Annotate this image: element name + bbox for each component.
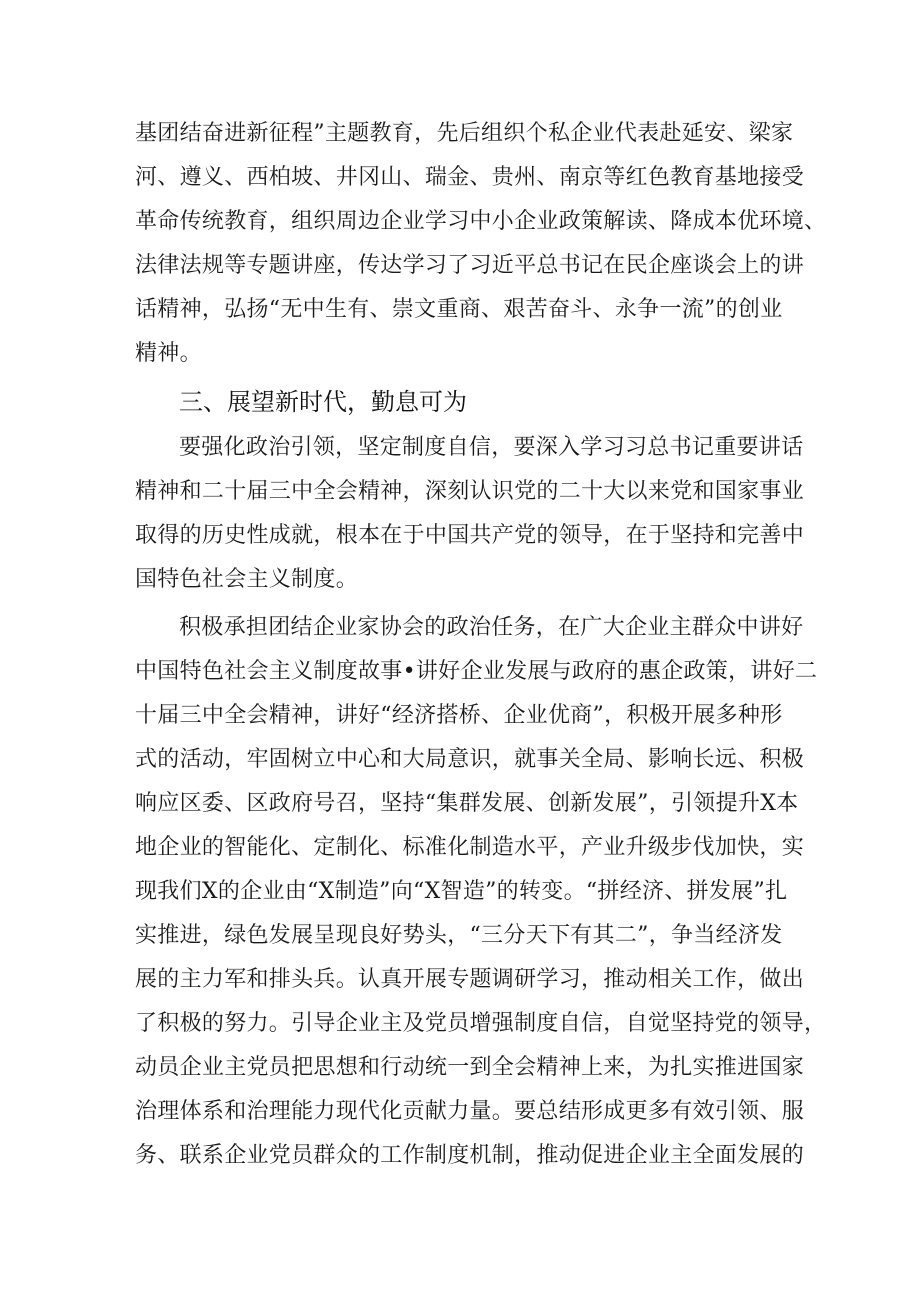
text-line: 中国特色社会主义制度故事•讲好企业发展与政府的惠企政策，讲好二 [135,659,818,684]
text-line: 响应区委、区政府号召，坚持“集群发展、创新发展”，引领提升X本 [135,791,799,816]
text-line: 式的活动，牢固树立中心和大局意识，就事关全局、影响长远、积极 [135,747,805,772]
document-body [135,112,827,1178]
text-line: 地企业的智能化、定制化、标准化制造水平，产业升级步伐加快，实 [135,835,805,860]
paragraph-continued [135,112,827,376]
paragraph-political-guidance [135,426,805,602]
text-line: 法律法规等专题讲座，传达学习了习近平总书记在民企座谈会上的讲 [135,253,805,278]
paragraph-political-task [135,606,827,1178]
text-line: 务、联系企业党员群众的工作制度机制，推动促进企业主全面发展的 [135,1143,805,1168]
text-line: 现我们X的企业由“X制造”向“X智造”的转变。“拼经济、拼发展”扎 [135,879,788,904]
text-line: 取得的历史性成就，根本在于中国共产党的领导，在于坚持和完善中 [135,523,805,548]
text-line: 基团结奋进新征程”主题教育，先后组织个私企业代表赴延安、梁家 [135,121,794,146]
text-line: 话精神，弘扬“无中生有、崇文重商、艰苦奋斗、永争一流”的创业 [135,297,783,322]
section-heading-3: 三、展望新时代，勤息可为 [179,388,467,416]
text-line: 了积极的努力。引导企业主及党员增强制度自信，自觉坚持党的领导， [135,1011,827,1036]
text-line: 实推进，绿色发展呈现良好势头，“三分天下有其二”，争当经济发 [135,923,783,948]
text-line: 要强化政治引领，坚定制度自信，要深入学习习总书记重要讲话 [179,435,804,460]
text-line: 十届三中全会精神，讲好“经济搭桥、企业优商”，积极开展多种形 [135,703,783,728]
text-line: 国特色社会主义制度。 [135,567,359,592]
text-line: 动员企业主党员把思想和行动统一到全会精神上来，为扎实推进国家 [135,1055,805,1080]
text-line: 精神。 [135,341,202,366]
text-line: 展的主力军和排头兵。认真开展专题调研学习，推动相关工作，做出 [135,967,805,992]
text-line: 河、遵义、西柏坡、井冈山、瑞金、贵州、南京等红色教育基地接受 [135,165,805,190]
text-line: 治理体系和治理能力现代化贡献力量。要总结形成更多有效引领、服 [135,1099,805,1124]
text-line: 革命传统教育，组织周边企业学习中小企业政策解读、降成本优环境、 [135,209,827,234]
text-line: 精神和二十届三中全会精神，深刻认识党的二十大以来党和国家事业 [135,479,805,504]
text-line: 积极承担团结企业家协会的政治任务，在广大企业主群众中讲好 [179,615,804,640]
